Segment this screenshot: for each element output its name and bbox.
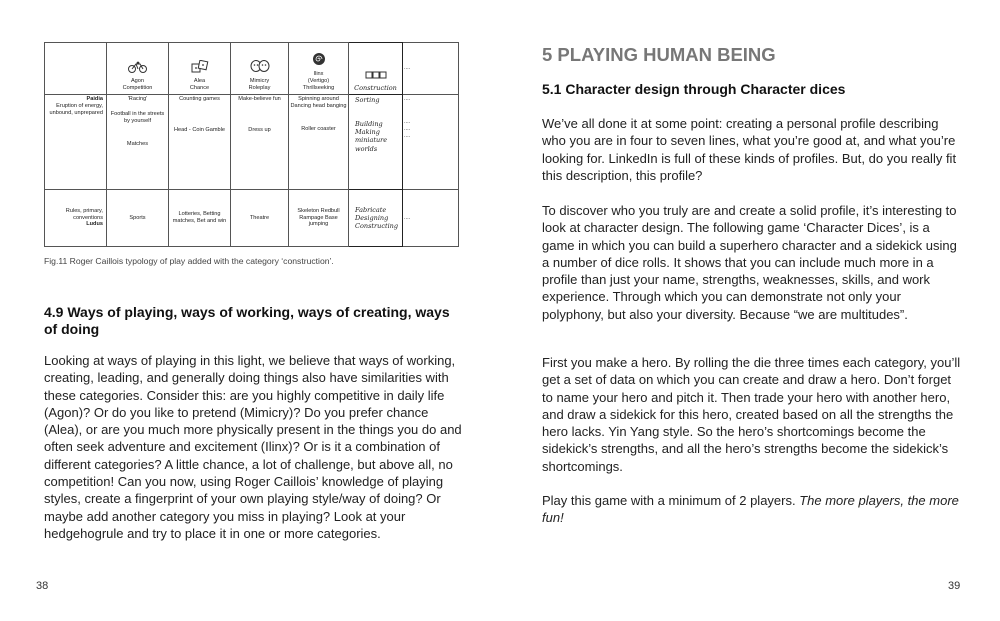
cell-text: Dress up: [248, 126, 271, 133]
body-paragraph-4: [542, 492, 962, 527]
header-mimicry: [231, 43, 289, 95]
cell-text: Roller coaster: [301, 125, 336, 132]
chapter-title: 5 PLAYING HUMAN BEING: [542, 44, 776, 65]
blocks-icon: [350, 69, 401, 81]
paidia-construction: [349, 95, 403, 190]
ludus-construction: [349, 190, 403, 247]
paidia-mimicry: [231, 95, 289, 190]
cell-text: Football in the streets by yourself: [110, 110, 165, 124]
paidia-label-cell: [45, 95, 107, 190]
paidia-title: Paidia: [86, 96, 103, 102]
cell-text: Head - Coin Gamble: [174, 126, 225, 133]
cell-text: ....: [404, 132, 411, 139]
cell-text: Sorting: [355, 96, 380, 104]
header-more: [403, 43, 459, 95]
typology-table: [44, 42, 459, 247]
page-number-left: 38: [36, 580, 49, 592]
cell-text: Constructing: [355, 222, 398, 231]
ludus-agon: [107, 190, 169, 247]
header-label: Construction: [354, 83, 397, 92]
paidia-row: [45, 95, 459, 190]
section-heading-4-9: 4.9 Ways of playing, ways of working, ways of creating, ways of doing: [44, 304, 450, 337]
body-paragraph-1: We’ve all done it at some point: creating a personal profile describing who you are in four to seven lines, what you’re good at, and what you’re looking for. LinkedIn is full of these kinds of profiles. But, do you really fit this description, this profile?: [542, 116, 957, 183]
paragraph-4-italic: The more players, the more fun!: [542, 493, 959, 526]
header-label: Ilinx (Vertigo) Thrillseeking: [302, 71, 335, 92]
bicycles-icon: [108, 61, 167, 75]
header-ilinx: [289, 43, 349, 95]
ludus-title: Ludus: [86, 221, 103, 228]
header-label: Alea Chance: [189, 78, 210, 92]
cell-text: Skeleton Redbull Rampage Base jumping: [297, 207, 340, 228]
cell-text: Make-believe fun: [238, 96, 281, 102]
cell-text: Spinning around Dancing head banging: [290, 96, 347, 109]
paragraph-4-plain: Play this game with a minimum of 2 players.: [542, 493, 800, 508]
figure-caption: Fig.11 Roger Caillois typology of play added with the category ‘construction’.: [44, 256, 334, 266]
cell-text: ....: [404, 125, 411, 132]
cell-text: Fabricate: [355, 205, 387, 214]
paidia-alea: [169, 95, 231, 190]
cell-text: Designing: [355, 213, 389, 222]
cell-text: Building: [355, 120, 383, 129]
body-paragraph-3: First you make a hero. By rolling the die three times each category, you’ll get a set of data on which you can create and draw a hero. Don’t forget to name your hero and pitch it. Then trade your hero with another hero, and draw a sidekick for this hero, created based on all the strengths the hero lacks. Yin Yang style. So the hero’s shortcomings become the sidekick’s strengths, and all the hero’s strengths become the sidekick’s shortcomings.: [542, 355, 961, 474]
caillois-typology-figure: [44, 42, 458, 247]
paidia-description: Eruption of energy, unbound, unprepared: [49, 102, 103, 116]
header-alea: [169, 43, 231, 95]
dice-icon: [170, 60, 229, 75]
page-number-right: 39: [948, 580, 961, 592]
paidia-ilinx: [289, 95, 349, 190]
header-label: Mimicry Roleplay: [248, 78, 271, 92]
cell-text: Theatre: [249, 214, 270, 221]
cell-text: ....: [404, 118, 411, 125]
cell-text: ....: [404, 96, 411, 102]
ludus-label-cell: [45, 190, 107, 247]
header-label: Agon Competition: [122, 78, 153, 92]
ludus-mimicry: [231, 190, 289, 247]
header-agon: [107, 43, 169, 95]
masks-icon: [232, 60, 287, 75]
ludus-row: [45, 190, 459, 247]
table-header-row: [45, 43, 459, 95]
header-label: ....: [404, 64, 411, 71]
ludus-description: Rules, primary, conventions: [65, 207, 103, 221]
right-page: [500, 0, 1000, 621]
body-paragraph: Looking at ways of playing in this light, we believe that ways of working, creating, leading, and generally doing things also have similarities with these categories. Consider this: are you highly competitive in daily life (Agon)? Or do you like to pretend (Mimicry)? Do you prefer chance (Alea), or are you much more physically present in the things you do and often seek adventure and excitement (Ilinx)? Or is it a combination of different categories? A little chance, a lot of challenge, but above all, no competition! Can you now, using Roger Caillois’ knowledge of playing styles, create a fingerprint of your own playing style/way of doing? Or maybe add another category you miss in playing? Look at your hedgehogrule and try to place it in one or more categories.: [44, 353, 462, 541]
cell-text: Making miniature worlds: [355, 128, 388, 153]
cell-text: Counting games: [179, 96, 220, 102]
section-heading-5-1: 5.1 Character design through Character dices: [542, 81, 846, 97]
paidia-agon: [107, 95, 169, 190]
spiral-icon: [290, 52, 347, 68]
paidia-more: [403, 95, 459, 190]
cell-text: Lotteries, Betting matches, Bet and win: [172, 211, 227, 224]
cell-text: 'Racing': [127, 96, 148, 102]
ludus-ilinx: [289, 190, 349, 247]
cell-text: Sports: [129, 214, 146, 221]
ludus-more: [403, 190, 459, 247]
header-construction: [349, 43, 403, 95]
corner-cell: [45, 43, 107, 95]
body-paragraph-2: To discover who you truly are and create a solid profile, it’s interesting to look at character design. The following game ‘Character Dices’, is a game in which you can build a superhero character and a sidekick using a number of dice rolls. It shows that you can include much more in a profile than just your name, strengths, weaknesses, skills, and work experience. Through which you can demonstrate not only your polyphony, but also your diversity. Because “we are multitudes”.: [542, 203, 957, 322]
ludus-alea: [169, 190, 231, 247]
cell-text: ....: [404, 214, 411, 221]
cell-text: Matches: [126, 140, 149, 147]
